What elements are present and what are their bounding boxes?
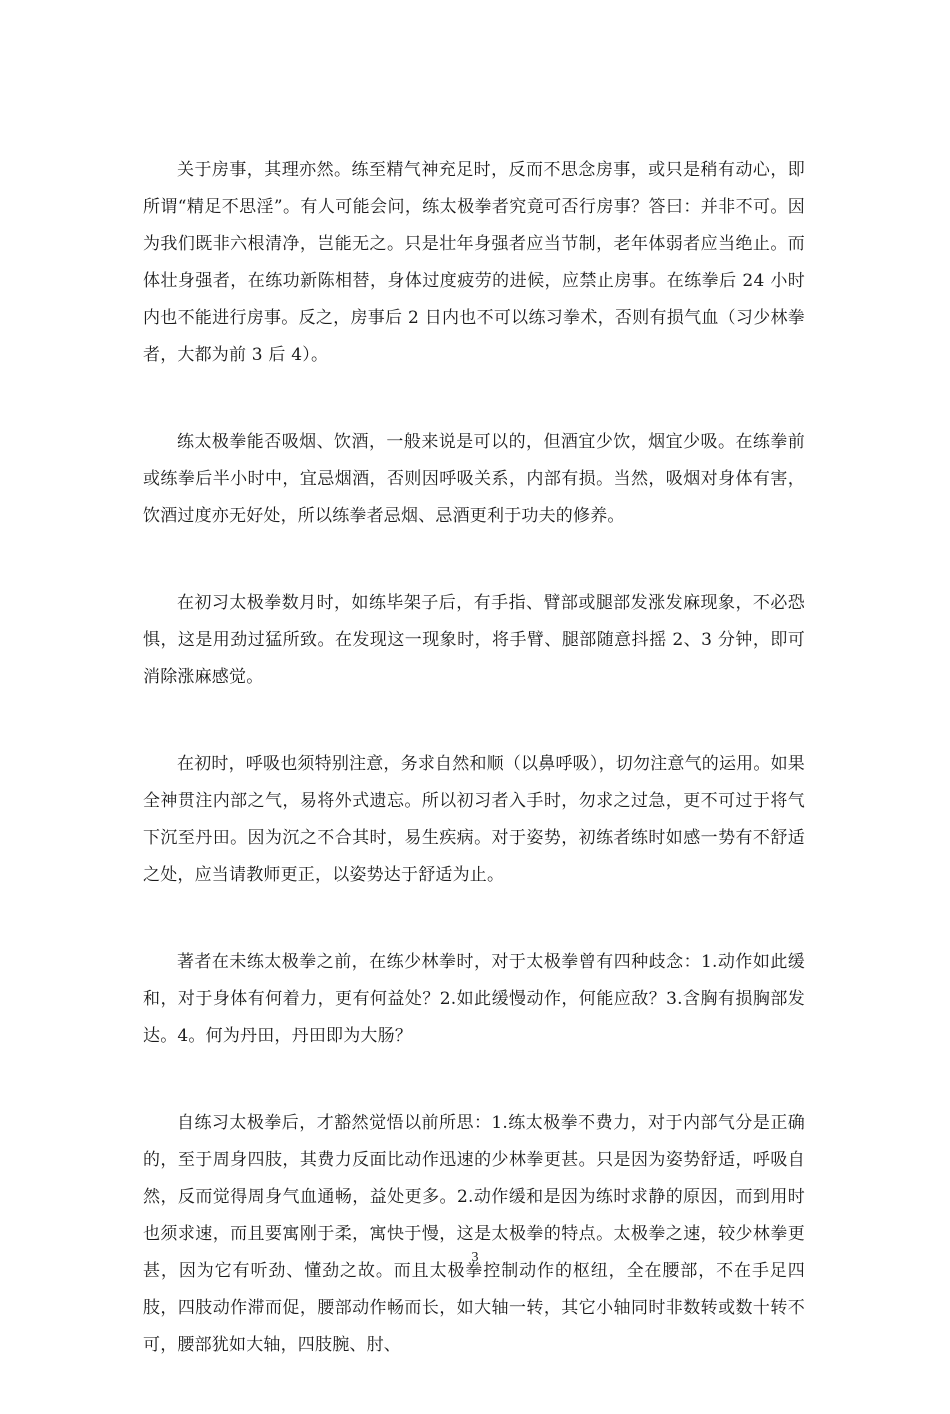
paragraph-realization: 自练习太极拳后，才豁然觉悟以前所思：1.练太极拳不费力，对于内部气分是正确的，至于周身四肢，其费力反面比动作迅速的少林拳更甚。只是因为姿势舒适，呼吸自然，反而觉得周身气血通畅，益处更多。2.动作缓和是因为练时求静的原因，而到用时也须求速，而且要寓刚于柔，寓快于慢，这是太极拳的特点。太极拳之速，较少林拳更甚，因为它有听劲、懂劲之故。而且太极拳控制动作的枢纽，全在腰部，不在手足四肢，四肢动作滞而促，腰部动作畅而长，如大轴一转，其它小轴同时非数转或数十转不可，腰部犹如大轴，四肢腕、肘、: [143, 1113, 805, 1355]
document-body: [143, 152, 805, 1414]
paragraph-misconceptions: 著者在未练太极拳之前，在练少林拳时，对于太极拳曾有四种歧念：1.动作如此缓和，对于身体有何着力，更有何益处？2.如此缓慢动作，何能应敌？3.含胸有损胸部发达。4。何为丹田，丹田即为大肠？: [143, 952, 805, 1046]
paragraph-smoking-drinking: 练太极拳能否吸烟、饮酒，一般来说是可以的，但酒宜少饮，烟宜少吸。在练拳前或练拳后半小时中，宜忌烟酒，否则因呼吸关系，内部有损。当然，吸烟对身体有害，饮酒过度亦无好处，所以练拳者忌烟、忌酒更利于功夫的修养。: [143, 432, 805, 526]
page-number: 3: [471, 1250, 479, 1265]
paragraph-numbness: 在初习太极拳数月时，如练毕架子后，有手指、臂部或腿部发涨发麻现象，不必恐惧，这是用劲过猛所致。在发现这一现象时，将手臂、腿部随意抖摇 2、3 分钟，即可消除涨麻感觉。: [143, 593, 805, 687]
paragraph-sexual-activity: 关于房事，其理亦然。练至精气神充足时，反而不思念房事，或只是稍有动心，即所谓“精足不思淫”。有人可能会问，练太极拳者究竟可否行房事？答曰：并非不可。因为我们既非六根清净，岂能无之。只是壮年身强者应当节制，老年体弱者应当绝止。而体壮身强者，在练功新陈相替，身体过度疲劳的进候，应禁止房事。在练拳后 24 小时内也不能进行房事。反之，房事后 2 日内也不可以练习拳术，否则有损气血（习少林拳者，大都为前 3 后 4）。: [143, 160, 805, 365]
paragraph-breathing: 在初时，呼吸也须特别注意，务求自然和顺（以鼻呼吸），切勿注意气的运用。如果全神贯注内部之气，易将外式遗忘。所以初习者入手时，勿求之过急，更不可过于将气下沉至丹田。因为沉之不合其时，易生疾病。对于姿势，初练者练时如感一势有不舒适之处，应当请教师更正，以姿势达于舒适为止。: [143, 754, 805, 885]
